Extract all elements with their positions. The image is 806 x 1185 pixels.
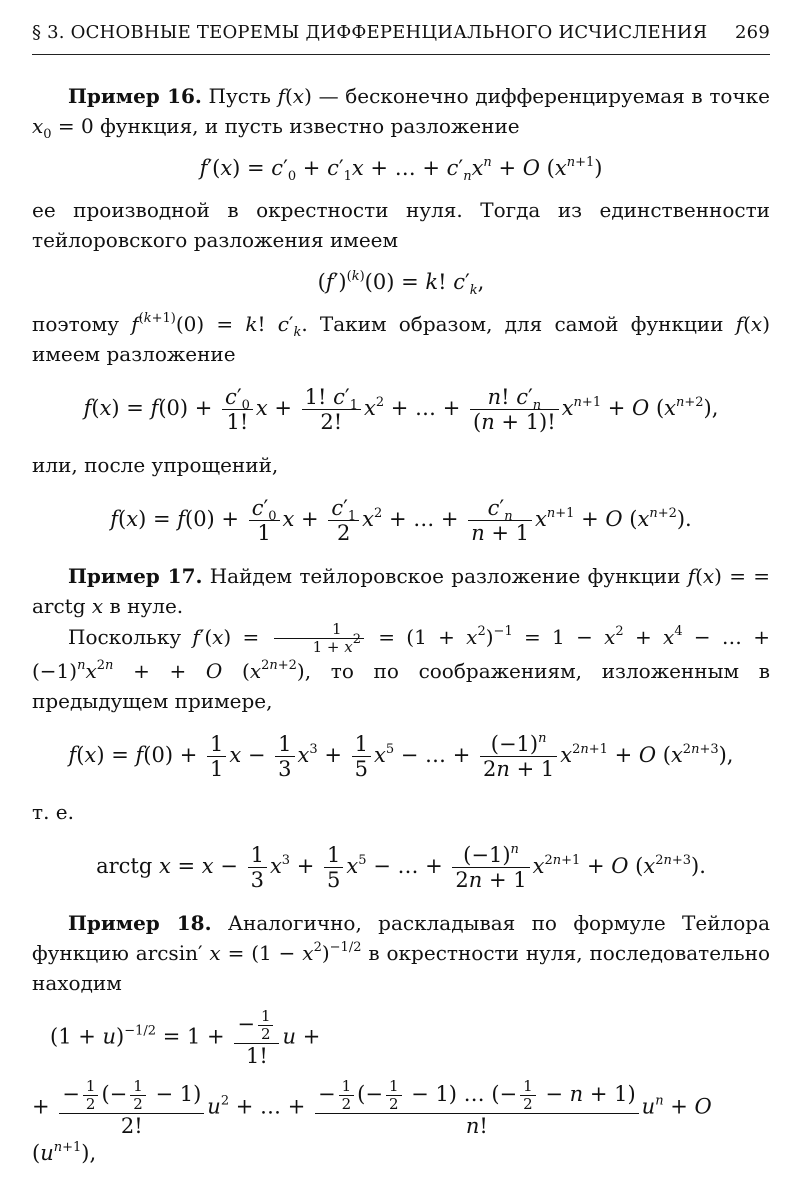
example-16-text-4: или, после упрощений, [32,453,279,477]
formula-arctg: arctg x = x − $\frac{1}{3}$ $x^3$ + $\frac{1}{5}$ $x^5$ − … + $\frac{(-1)^n}{2n + 1}$ $x^{2n+1} + O$ $(x^{2n+3})$. [96,842,706,892]
running-head [32,18,770,55]
example-16-text-3: поэтому $f^{(k+1)}(0) = k$! $c'_k$. Таким образом, для самой функции f(x) имеем разложение [32,311,770,366]
example-16-intro: Пример 16. Пусть f(x) — бесконечно дифференцируемая в точке $x_0 = 0$ функция, и пусть известно разложение [32,84,771,142]
formula-f-simplified: f(x) = f(0) + $\frac{c'_0}{1}$ x + $\frac{c'_1}{2}$ $x^2$ + … + $\frac{c'_n}{n + 1}$ $x^{n+1} + O$ $(x^{n+2})$. [110,496,692,545]
example-17-text-2: Поскольку f′(x) = $\frac{1}{1 + x^2}$ = $(1 + x^2)^{-1} = 1 - x^2 + x^4$ − … + $(-1)^nx^{2n}$ + + O $(x^{2n+2})$, то по соображениям, изложенным в предыдущем примере, [32,620,770,713]
formula-f-expansion: f(x) = f(0) + $\frac{c'_0}{1!}$ x + $\frac{1! c'_1}{2!}$ $x^2$ + … + $\frac{n! c'_n}{(n + 1)!}$ $x^{n+1} + O$ $(x^{n+2})$, [83,385,719,434]
formula-derivative-expansion: $f'(x) = c'_0 + c'_1x$ + … + $c'_nx^n + O$ $(x^{n+1})$ [199,155,603,184]
formula-binomial-line-2: + − $\frac{1}{2}$ (− $\frac{1}{2}$ − 1) 2! $u^2$ + … + − $\frac{1}{2}$ (− $\frac{1}{2}$ − 1) … (− $\frac{1}{2}$ − n + 1) n! $u^n + O$ $(u^{n+1})$, [32,1077,712,1165]
example-16-text-2: ее производной в окрестности нуля. Тогда из единственности тейлоровского разложения имеем [32,198,770,252]
formula-binomial-line-1: $(1 + u)^{-1/2} = 1$ + − $\frac{1}{2}$ 1! u + [50,1007,321,1068]
example-17-text-3: т. е. [32,800,74,824]
example-18-intro: Пример 18. Аналогично, раскладывая по формуле Тейлора функцию arcsin′ $x = (1 - x^2)^{-1/2}$ в окрестности нуля, последовательно находим [32,911,771,995]
section-title: § 3. ОСНОВНЫЕ ТЕОРЕМЫ ДИФФЕРЕНЦИАЛЬНОГО ИСЧИСЛЕНИЯ [32,22,708,43]
example-17-intro: Пример 17. Найдем тейлоровское разложение функции f(x) = = arctg x в нуле. [32,564,770,618]
example-17-label: Пример 17. [68,564,203,588]
page-number: 269 [735,22,770,43]
example-16-label: Пример 16. [68,84,202,108]
formula-derivative-k: $(f')^{(k)}(0) = k$! $c'_k$, [317,269,485,298]
formula-arctg-f: f(x) = f(0) + $\frac{1}{1}$ x − $\frac{1}{3}$ $x^3$ + $\frac{1}{5}$ $x^5$ − … + $\frac{(-1)^n}{2n + 1}$ $x^{2n+1} + O$ $(x^{2n+3})$, [68,731,734,781]
example-18-label: Пример 18. [68,911,212,935]
